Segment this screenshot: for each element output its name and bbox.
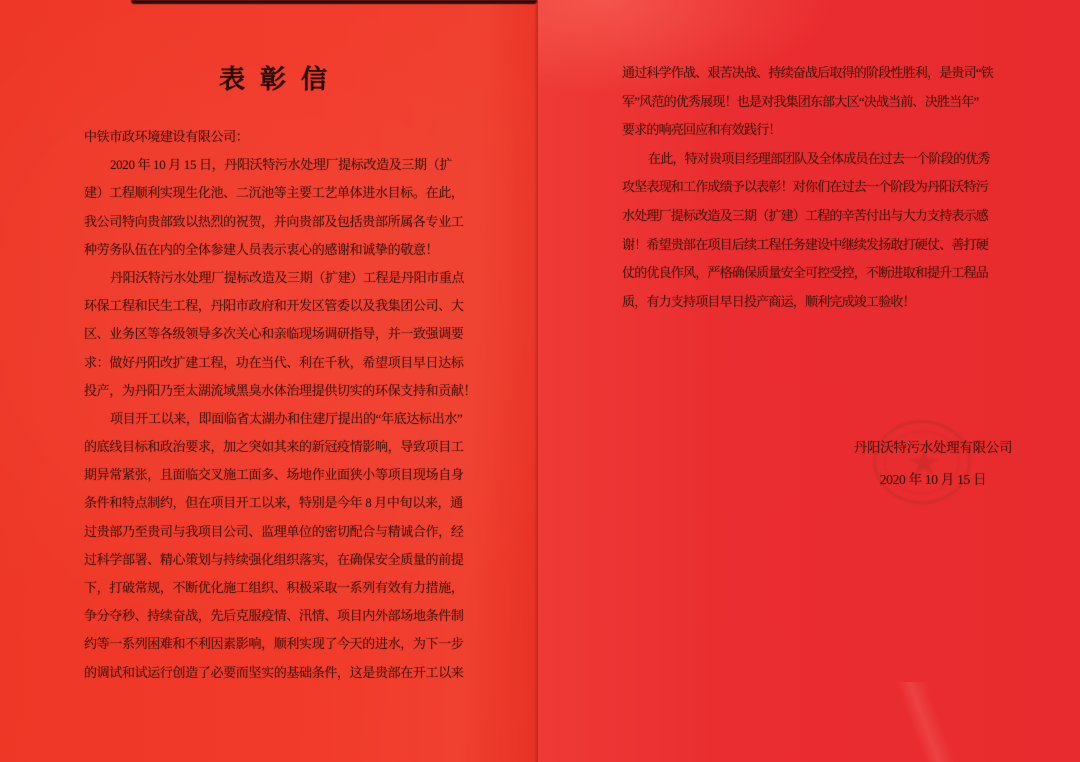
text-line: 水处理厂提标改造及三期（扩建）工程的辛苦付出与大力支持表示感 [622, 207, 989, 223]
text-line: 建）工程顺利实现生化池、二沉池等主要工艺单体进水目标。在此， [84, 185, 464, 201]
scan-edge-artifact [131, 0, 537, 4]
letter-body-page-1 [84, 123, 477, 687]
text-line: 要求的响亮回应和有效践行！ [622, 122, 781, 138]
text-line: 通过科学作战、艰苦决战、持续奋战后取得的阶段性胜利，是贵司“铁 [622, 65, 993, 80]
text-line: 约等一系列困难和不利因素影响，顺利实现了今天的进水，为下一步 [84, 636, 464, 652]
text-line: 谢！希望贵部在项目后续工程任务建设中继续发扬敢打硬仗、善打硬 [622, 236, 989, 252]
text-line: 的调试和试运行创造了必要而坚实的基础条件，这是贵部在开工以来 [84, 664, 464, 680]
text-line: 项目开工以来，即面临省太湖办和住建厅提出的“年底达标出水” [110, 410, 463, 426]
letter-page-2 [538, 0, 1080, 762]
text-line: 过贵部乃至贵司与我项目公司、监理单位的密切配合与精诚合作，经 [84, 523, 464, 539]
text-line: 我公司特向贵部致以热烈的祝贺，并向贵部及包括贵部所属各专业工 [84, 213, 464, 229]
text-line: 仗的优良作风，严格确保质量安全可控受控，不断进取和提升工程品 [622, 265, 989, 281]
letter-title: 表彰信 [218, 65, 342, 94]
text-line: 求：做好丹阳改扩建工程，功在当代、利在千秋，希望项目早日达标 [84, 354, 464, 370]
text-line: 丹阳沃特污水处理厂提标改造及三期（扩建）工程是丹阳市重点 [110, 269, 465, 285]
recipient-line: 中铁市政环境建设有限公司： [84, 129, 249, 144]
signature-date: 2020 年 10 月 15 日 [879, 472, 987, 487]
text-line: 区、业务区等各级领导多次关心和亲临现场调研指导，并一致强调要 [84, 326, 464, 342]
text-line: 2020 年 10 月 15 日，丹阳沃特污水处理厂提标改造及三期（扩 [110, 157, 453, 173]
paper-crease [768, 682, 1080, 762]
text-line: 军”风范的优秀展现！也是对我集团东部大区“决战当前、决胜当年” [622, 93, 979, 109]
text-line: 争分夺秒、持续奋战，先后克服疫情、汛情、项目内外部场地条件制 [84, 608, 464, 624]
text-line: 条件和特点制约，但在项目开工以来，特别是今年 8 月中旬以来，通 [84, 495, 463, 511]
text-line: 在此，特对贵项目经理部团队及全体成员在过去一个阶段的优秀 [648, 150, 990, 166]
text-line: 下，打破常规，不断优化施工组织、积极采取一系列有效有力措施， [84, 580, 464, 595]
text-line: 种劳务队伍在内的全体参建人员表示衷心的感谢和诚挚的敬意！ [84, 241, 439, 257]
letter-body-page-2 [622, 59, 994, 316]
text-line: 攻坚表现和工作成绩予以表彰！对你们在过去一个阶段为丹阳沃特污 [622, 179, 989, 195]
text-line: 过科学部署、精心策划与持续强化组织落实，在确保安全质量的前提 [84, 551, 464, 567]
letter-page-1 [0, 0, 538, 762]
text-line: 的底线目标和政治要求，加之突如其来的新冠疫情影响，导致项目工 [84, 439, 464, 455]
text-line: 期异常紧张，且面临交叉施工面多、场地作业面狭小等项目现场自身 [84, 467, 464, 483]
text-line: 投产，为丹阳乃至太湖流域黑臭水体治理提供切实的环保支持和贡献！ [84, 382, 477, 398]
text-line: 环保工程和民生工程，丹阳市政府和开发区管委以及我集团公司、大 [84, 298, 464, 314]
signature-block [838, 432, 1028, 496]
text-line: 质，有力支持项目早日投产商运，顺利完成竣工验收！ [622, 293, 915, 309]
signature-company: 丹阳沃特污水处理有限公司 [853, 440, 1013, 455]
